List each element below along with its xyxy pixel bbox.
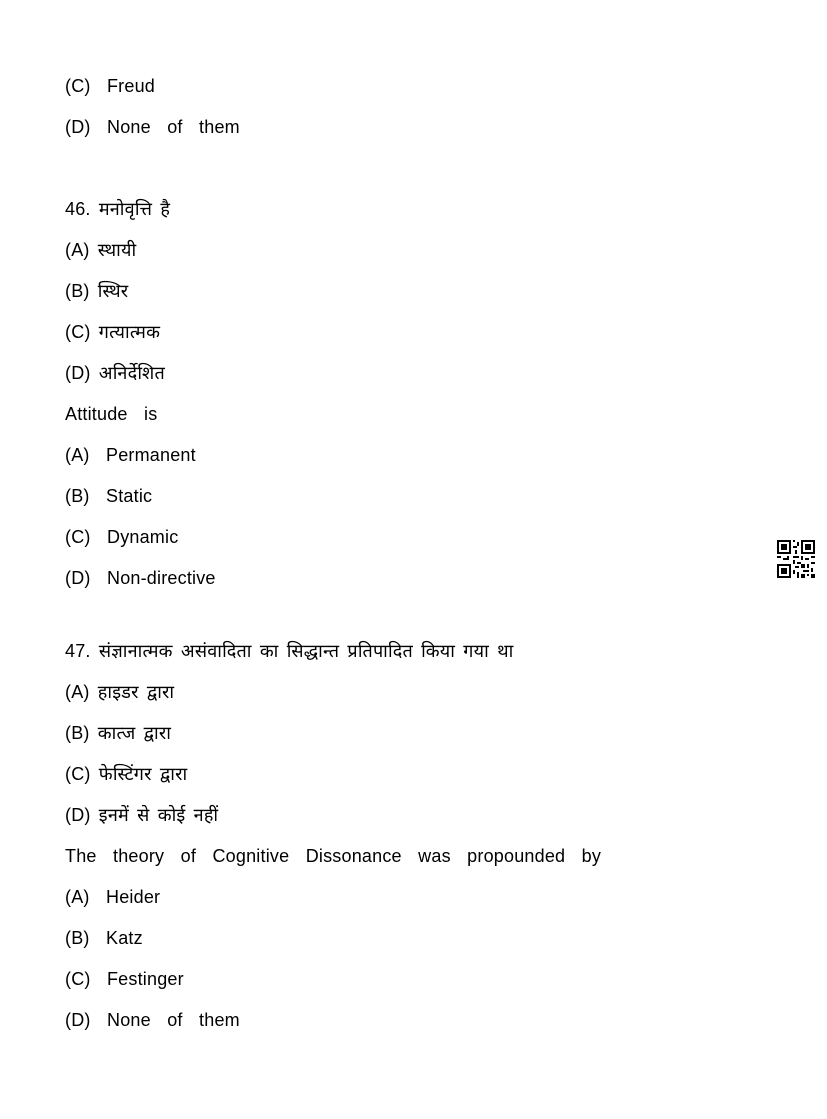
q47-option-d-english: (D) None of them <box>65 1010 240 1030</box>
q46-option-d-hindi: (D) अनिर्देशित <box>65 363 165 383</box>
option-c-freud: (C) Freud <box>65 76 156 96</box>
q46-option-d-english: (D) Non-directive <box>65 568 216 588</box>
q47-option-c-hindi: (C) फेस्टिंगर द्वारा <box>65 764 188 784</box>
qr-code-icon <box>777 540 815 578</box>
q46-option-c-hindi: (C) गत्यात्मक <box>65 322 161 342</box>
question-47-english: The theory of Cognitive Dissonance was propounded by <box>65 846 602 866</box>
q47-option-a-english: (A) Heider <box>65 887 161 907</box>
question-47-hindi: 47. संज्ञानात्मक असंवादिता का सिद्धान्त प्रतिपादित किया गया था <box>65 641 514 661</box>
question-46-hindi: 46. मनोवृत्ति है <box>65 199 171 219</box>
q46-option-c-english: (C) Dynamic <box>65 527 179 547</box>
q46-option-a-hindi: (A) स्थायी <box>65 240 137 260</box>
q46-option-b-english: (B) Static <box>65 486 153 506</box>
q46-option-a-english: (A) Permanent <box>65 445 196 465</box>
q47-option-d-hindi: (D) इनमें से कोई नहीं <box>65 805 219 825</box>
q47-option-b-hindi: (B) कात्ज द्वारा <box>65 723 172 743</box>
q47-option-c-english: (C) Festinger <box>65 969 184 989</box>
q47-option-a-hindi: (A) हाइडर द्वारा <box>65 682 175 702</box>
question-46-english: Attitude is <box>65 404 158 424</box>
q46-option-b-hindi: (B) स्थिर <box>65 281 129 301</box>
q47-option-b-english: (B) Katz <box>65 928 143 948</box>
option-d-none-of-them: (D) None of them <box>65 117 240 137</box>
